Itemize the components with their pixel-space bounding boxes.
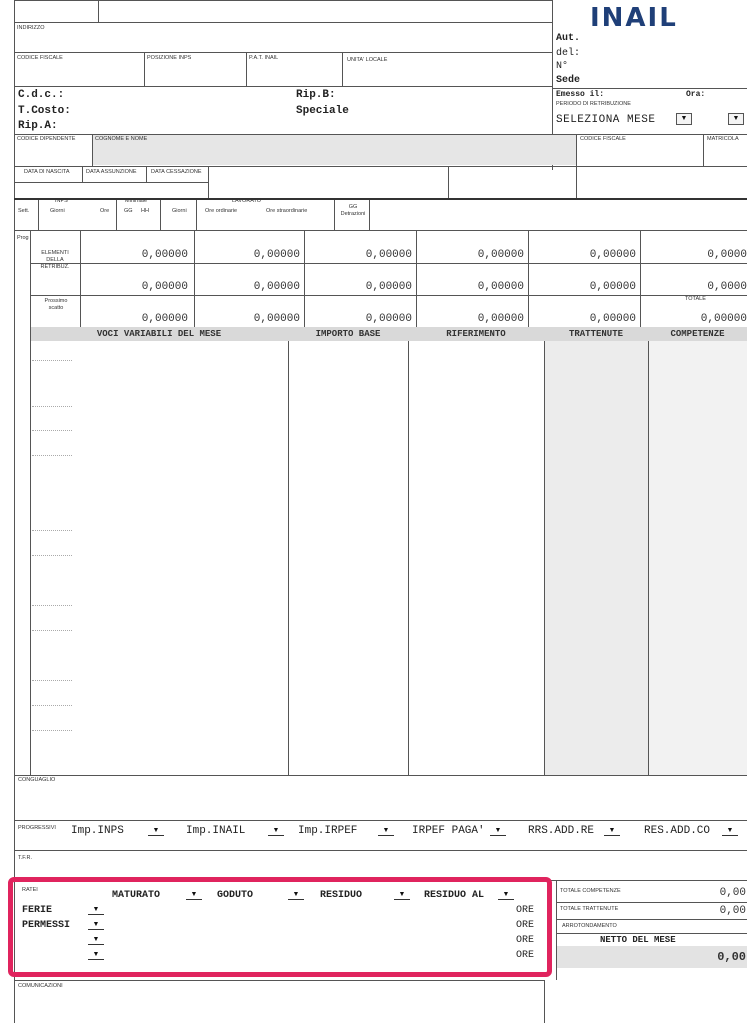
col-divider bbox=[544, 980, 545, 1023]
posizione-inps-label: POSIZIONE INPS bbox=[147, 55, 192, 61]
ferie-dropdown[interactable]: ▼ bbox=[88, 905, 104, 915]
totale-competenze-label: TOTALE COMPETENZE bbox=[560, 888, 621, 894]
table-row bbox=[32, 360, 72, 361]
col-divider bbox=[92, 134, 93, 166]
element-value: 0,00000 bbox=[253, 313, 300, 325]
sede-label: Sede bbox=[556, 75, 581, 86]
progressivo-imp-irpef: Imp.IRPEF bbox=[298, 825, 358, 837]
codice-fiscale-label: CODICE FISCALE bbox=[17, 55, 63, 61]
col-divider bbox=[703, 134, 704, 166]
element-value: 0,0000 bbox=[707, 249, 747, 261]
ora-label: Ora: bbox=[686, 90, 706, 99]
row-line bbox=[30, 263, 747, 264]
speciale-label: Speciale bbox=[296, 105, 349, 117]
row-line bbox=[14, 86, 552, 87]
cdc-label: C.d.c.: bbox=[18, 89, 65, 101]
add-regionale-dropdown[interactable]: ▼ bbox=[604, 826, 620, 836]
top-divider-1 bbox=[98, 0, 99, 22]
add-comunale-dropdown[interactable]: ▼ bbox=[722, 826, 738, 836]
element-value: 0,00000 bbox=[141, 281, 188, 293]
arrotondamento-label: ARROTONDAMENTO bbox=[562, 923, 617, 929]
ratei-row-4-dropdown[interactable]: ▼ bbox=[88, 950, 104, 960]
element-value: 0,00000 bbox=[477, 249, 524, 261]
irpef-pagata-dropdown[interactable]: ▼ bbox=[490, 826, 506, 836]
table-row bbox=[32, 630, 72, 631]
element-value: 0,00000 bbox=[365, 249, 412, 261]
row-line bbox=[14, 230, 747, 231]
element-value: 0,00000 bbox=[253, 281, 300, 293]
prog-label: Prog bbox=[17, 235, 29, 241]
col-divider bbox=[144, 52, 145, 86]
inail-logo: INAIL bbox=[590, 3, 678, 33]
data-nascita-label: DATA DI NASCITA bbox=[24, 169, 70, 175]
col-divider bbox=[369, 200, 370, 230]
imp-inps-dropdown[interactable]: ▼ bbox=[148, 826, 164, 836]
top-border bbox=[14, 0, 552, 1]
element-value: 0,0000 bbox=[707, 281, 747, 293]
ratei-row-permessi: PERMESSI bbox=[22, 920, 71, 931]
progressivo-imp-inail: Imp.INAIL bbox=[186, 825, 246, 837]
col-divider bbox=[544, 341, 545, 775]
inps-label: INPS bbox=[55, 198, 68, 204]
row-line-bold bbox=[14, 198, 747, 200]
header-competenze: COMPETENZE bbox=[670, 329, 725, 339]
aut-label: Aut. bbox=[556, 33, 581, 44]
row-line bbox=[30, 295, 747, 296]
permessi-dropdown[interactable]: ▼ bbox=[88, 920, 104, 930]
progressivo-add-comunale: RES.ADD.CO bbox=[644, 825, 711, 837]
permessi-unit: ORE bbox=[516, 920, 535, 931]
residuo-dropdown[interactable]: ▼ bbox=[394, 890, 410, 900]
gg-label: GG bbox=[124, 208, 133, 214]
progressivo-imp-inps: Imp.INPS bbox=[71, 825, 124, 837]
row-line bbox=[14, 182, 209, 183]
row-line bbox=[14, 775, 747, 776]
table-row bbox=[32, 680, 72, 681]
imp-irpef-dropdown[interactable]: ▼ bbox=[378, 826, 394, 836]
row-line bbox=[14, 820, 747, 821]
table-row bbox=[32, 406, 72, 407]
col-divider bbox=[288, 341, 289, 775]
element-value: 0,00000 bbox=[477, 281, 524, 293]
header-trattenute: TRATTENUTE bbox=[568, 329, 623, 339]
hh-label: HH bbox=[141, 208, 149, 214]
ratei-col-residuo-al: RESIDUO AL bbox=[424, 890, 485, 901]
table-row bbox=[32, 730, 72, 731]
tfr-label: T.F.R. bbox=[18, 855, 33, 861]
progressivo-irpef-pagata: IRPEF PAGA' bbox=[412, 825, 485, 837]
periodo-label: PERIODO DI RETRIBUZIONE bbox=[556, 101, 631, 107]
settimane-label: Sett. bbox=[18, 208, 30, 214]
del-label: del: bbox=[556, 48, 581, 59]
pat-inail-label: P.A.T. INAIL bbox=[249, 55, 279, 61]
table-row bbox=[32, 530, 72, 531]
minimale-label: Minimale bbox=[125, 198, 148, 204]
col-divider bbox=[448, 166, 449, 198]
data-assunzione-label: DATA ASSUNZIONE bbox=[86, 169, 137, 175]
progressivi-label: PROGRESSIVI bbox=[18, 825, 56, 831]
codice-fiscale2-label: CODICE FISCALE bbox=[580, 136, 626, 142]
unita-locale-label: UNITA' LOCALE bbox=[347, 57, 388, 63]
element-value: 0,00000 bbox=[365, 281, 412, 293]
matricola-label: MATRICOLA bbox=[707, 136, 739, 142]
indirizzo-label: INDIRIZZO bbox=[17, 25, 45, 31]
emesso-label: Emesso il: bbox=[556, 90, 605, 99]
ripb-label: Rip.B: bbox=[296, 89, 336, 101]
progressivo-add-regionale: RRS.ADD.RE bbox=[528, 825, 595, 837]
col-divider bbox=[648, 341, 649, 775]
col-divider bbox=[160, 200, 161, 230]
ore-straordinarie-label: Ore straordinarie bbox=[266, 208, 308, 214]
row-line bbox=[14, 22, 552, 23]
left-border bbox=[14, 0, 15, 1023]
elementi-retribuzione-label: ELEMENTI DELLA RETRIBUZ. bbox=[40, 250, 70, 271]
col-divider bbox=[342, 52, 343, 86]
comunicazioni-label: COMUNICAZIONI bbox=[18, 983, 63, 989]
row-line bbox=[556, 933, 747, 934]
col-divider bbox=[30, 231, 31, 775]
row-line bbox=[14, 980, 544, 981]
n-label: N° bbox=[556, 61, 569, 72]
data-cessazione-label: DATA CESSAZIONE bbox=[151, 169, 202, 175]
element-value: 0,00000 bbox=[253, 249, 300, 261]
totale-trattenute-label: TOTALE TRATTENUTE bbox=[560, 906, 619, 912]
cognome-nome-label: COGNOME E NOME bbox=[95, 136, 148, 142]
giorni2-label: Giorni bbox=[172, 208, 187, 214]
col-divider bbox=[196, 200, 197, 230]
netto-del-mese-label: NETTO DEL MESE bbox=[600, 935, 676, 945]
imp-inail-dropdown[interactable]: ▼ bbox=[268, 826, 284, 836]
col-divider bbox=[82, 166, 83, 182]
table-row bbox=[32, 430, 72, 431]
ratei-row-3-unit: ORE bbox=[516, 935, 535, 946]
ratei-row-3-dropdown[interactable]: ▼ bbox=[88, 935, 104, 945]
element-value: 0,00000 bbox=[477, 313, 524, 325]
row-line bbox=[14, 52, 552, 53]
totale-label: TOTALE bbox=[685, 296, 706, 302]
table-row bbox=[32, 605, 72, 606]
element-value: 0,00000 bbox=[365, 313, 412, 325]
ore-label: Ore bbox=[100, 208, 110, 214]
conguaglio-label: CONGUAGLIO bbox=[18, 777, 56, 783]
col-divider bbox=[408, 341, 409, 775]
element-value: 0,00000 bbox=[589, 249, 636, 261]
ore-ordinarie-label: Ore ordinarie bbox=[205, 208, 238, 214]
totale-competenze-value: 0,00 bbox=[719, 887, 746, 899]
trattenute-column bbox=[544, 341, 648, 775]
month-dropdown-button[interactable]: ▼ bbox=[676, 113, 692, 125]
ratei-col-goduto: GODUTO bbox=[217, 890, 254, 901]
table-row bbox=[32, 555, 72, 556]
element-value: 0,00000 bbox=[141, 249, 188, 261]
gg-detrazioni-label: GG Detrazioni bbox=[340, 204, 366, 217]
giorni-label: Giorni bbox=[50, 208, 65, 214]
codice-dipendente-label: CODICE DIPENDENTE bbox=[17, 136, 76, 142]
ratei-col-residuo: RESIDUO bbox=[320, 890, 363, 901]
ratei-row-ferie: FERIE bbox=[22, 905, 53, 916]
row-line bbox=[556, 902, 747, 903]
element-value: 0,00000 bbox=[700, 313, 747, 325]
tcosto-label: T.Costo: bbox=[18, 105, 71, 117]
ripa-label: Rip.A: bbox=[18, 120, 58, 132]
employee-name-field bbox=[92, 135, 576, 165]
col-divider bbox=[38, 200, 39, 230]
period-dropdown-button[interactable]: ▼ bbox=[728, 113, 744, 125]
prossimo-scatto-label: Prossimo scatto bbox=[44, 298, 68, 312]
ferie-unit: ORE bbox=[516, 905, 535, 916]
table-row bbox=[32, 705, 72, 706]
col-divider bbox=[334, 200, 335, 230]
header-voci-variabili: VOCI VARIABILI DEL MESE bbox=[96, 329, 222, 339]
goduto-dropdown[interactable]: ▼ bbox=[288, 890, 304, 900]
ratei-row-4-unit: ORE bbox=[516, 950, 535, 961]
lavorato-label: LAVORATO bbox=[232, 198, 262, 204]
element-value: 0,00000 bbox=[141, 313, 188, 325]
element-value: 0,00000 bbox=[589, 313, 636, 325]
col-divider bbox=[146, 166, 147, 182]
competenze-column bbox=[648, 341, 747, 775]
row-line bbox=[14, 166, 747, 167]
row-line bbox=[14, 850, 747, 851]
element-value: 0,00000 bbox=[589, 281, 636, 293]
seleziona-mese-value: SELEZIONA MESE bbox=[556, 114, 656, 126]
col-divider bbox=[246, 52, 247, 86]
residuo-al-dropdown[interactable]: ▼ bbox=[498, 890, 514, 900]
ratei-col-maturato: MATURATO bbox=[112, 890, 161, 901]
header-riferimento: RIFERIMENTO bbox=[446, 329, 506, 339]
col-divider bbox=[116, 200, 117, 230]
header-importo-base: IMPORTO BASE bbox=[315, 329, 381, 339]
maturato-dropdown[interactable]: ▼ bbox=[186, 890, 202, 900]
ratei-label: RATEI bbox=[22, 887, 38, 893]
table-row bbox=[32, 455, 72, 456]
netto-del-mese-value: 0,00 bbox=[717, 950, 746, 964]
row-line bbox=[552, 88, 747, 89]
row-line bbox=[556, 919, 747, 920]
totale-trattenute-value: 0,00 bbox=[719, 905, 746, 917]
